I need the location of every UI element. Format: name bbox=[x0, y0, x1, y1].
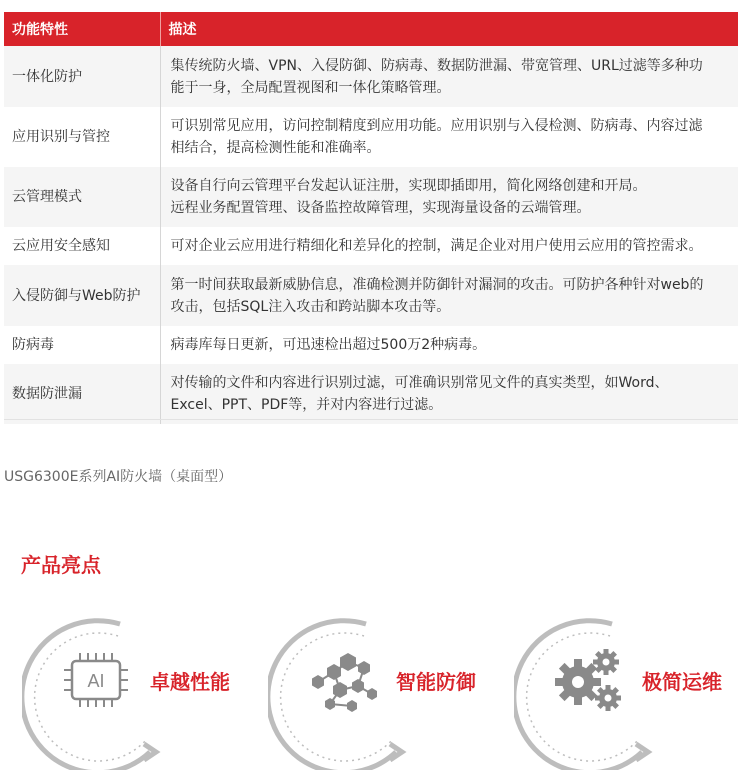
highlight-om bbox=[514, 610, 750, 770]
feature-cell: 入侵防御与Web防护 bbox=[4, 265, 160, 326]
gears-icon bbox=[555, 649, 621, 711]
feature-cell: 防病毒 bbox=[4, 326, 160, 364]
table-row bbox=[4, 265, 738, 326]
description-cell: 可识别常见应用，访问控制精度到应用功能。应用识别与入侵检测、防病毒、内容过滤 相结合，提高检测性能和准确率。 bbox=[160, 107, 738, 167]
table-row bbox=[4, 326, 738, 364]
highlight-label: 智能防御 bbox=[396, 670, 476, 694]
description-cell: 病毒库每日更新，可迅速检出超过500万2种病毒。 bbox=[160, 326, 738, 364]
feature-table bbox=[4, 12, 738, 424]
description-cell: 对传输的文件和内容进行识别过滤，可准确识别常见文件的真实类型，如Word、 Excel、PPT、PDF等，并对内容进行过滤。 bbox=[160, 364, 738, 424]
svg-text:AI: AI bbox=[87, 671, 105, 691]
header-description: 描述 bbox=[160, 12, 738, 46]
highlight-performance bbox=[22, 610, 262, 770]
table-row bbox=[4, 364, 738, 424]
table-row bbox=[4, 227, 738, 265]
table-row bbox=[4, 167, 738, 227]
table-row bbox=[4, 46, 738, 107]
table-divider bbox=[4, 419, 738, 420]
table-row bbox=[4, 107, 738, 167]
ai-chip-icon bbox=[64, 653, 128, 707]
highlights-title: 产品亮点 bbox=[21, 553, 101, 577]
network-nodes-icon bbox=[312, 653, 377, 712]
feature-cell: 云应用安全感知 bbox=[4, 227, 160, 265]
feature-cell: 一体化防护 bbox=[4, 46, 160, 107]
feature-cell: 应用识别与管控 bbox=[4, 107, 160, 167]
feature-cell: 数据防泄漏 bbox=[4, 364, 160, 424]
feature-cell: 云管理模式 bbox=[4, 167, 160, 227]
description-cell: 第一时间获取最新威胁信息，准确检测并防御针对漏洞的攻击。可防护各种针对web的 攻击，包括SQL注入攻击和跨站脚本攻击等。 bbox=[160, 265, 738, 326]
description-cell: 可对企业云应用进行精细化和差异化的控制，满足企业对用户使用云应用的管控需求。 bbox=[160, 227, 738, 265]
highlight-label: 卓越性能 bbox=[150, 670, 230, 694]
highlight-label: 极简运维 bbox=[642, 670, 722, 694]
description-cell: 集传统防火墙、VPN、入侵防御、防病毒、数据防泄漏、带宽管理、URL过滤等多种功 能于一身，全局配置视图和一体化策略管理。 bbox=[160, 46, 738, 107]
description-cell: 设备自行向云管理平台发起认证注册，实现即插即用，简化网络创建和开局。 远程业务配置管理、设备监控故障管理，实现海量设备的云端管理。 bbox=[160, 167, 738, 227]
header-feature: 功能特性 bbox=[4, 12, 160, 46]
highlight-defense bbox=[268, 610, 508, 770]
product-name: USG6300E系列AI防火墙（桌面型） bbox=[4, 469, 233, 485]
table-header-row bbox=[4, 12, 738, 46]
